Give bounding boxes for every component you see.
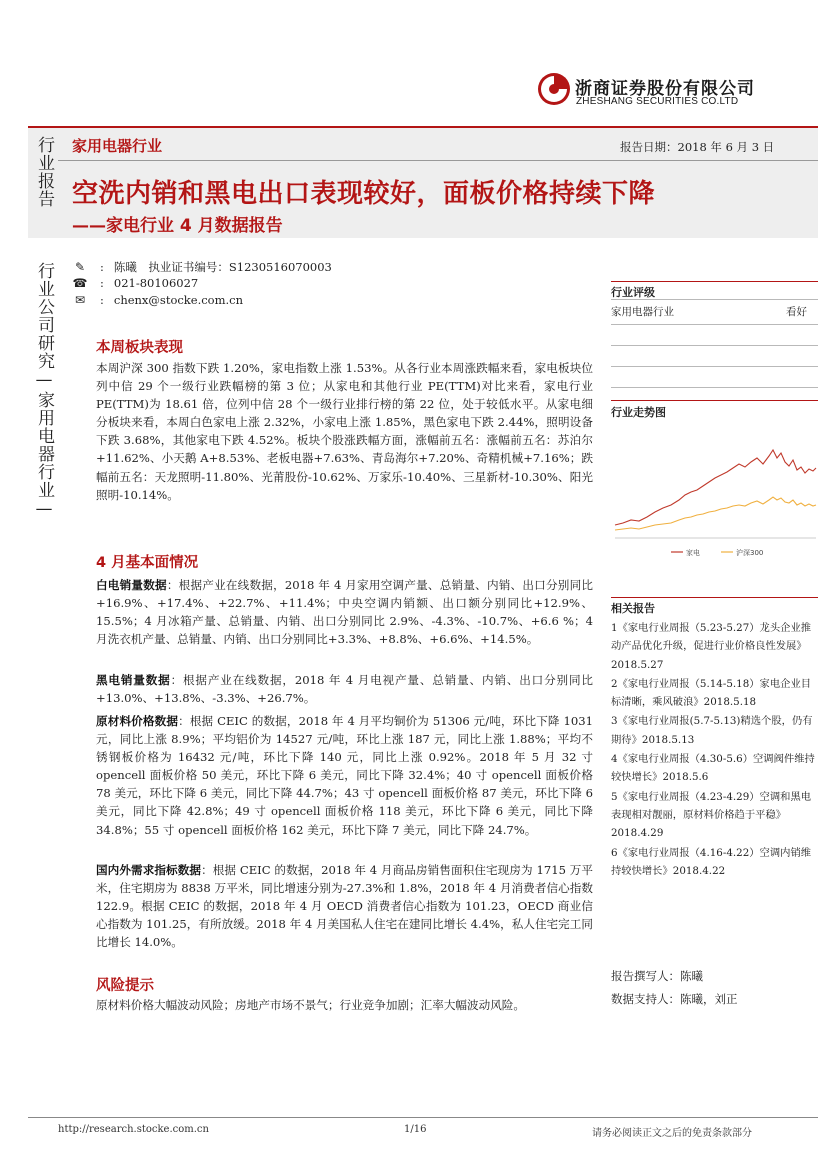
industry-trend-chart [611,420,818,560]
footer-page-number: 1/16 [404,1124,427,1135]
rating-row [611,304,807,319]
trend-top-rule [611,400,818,401]
rating-rule-2 [611,345,818,346]
email-row: ✉ : chenx@stocke.com.cn [72,293,243,307]
black-goods-text: ：根据产业在线数据，2018 年 4 月电视产量、总销量、内销、出口分别同比+13.0%、+13.8%、-3.3%、+26.7%。 [96,673,593,706]
rating-heading: 行业评级 [611,286,655,299]
risk-section-heading: 风险提示 [96,978,154,994]
rating-sector: 家用电器行业 [611,306,674,318]
white-goods-text: ：根据产业在线数据，2018 年 4 月家用空调产量、总销量、内销、出口分别同比+16.9%、+17.4%、+22.7%、+11.4%；中央空调内销额、出口额分别同比+12.9%、15.5%；4 月冰箱产量、总销量、内销、出口分别同比 2.9%、-4.3%、-10.7%、+6.6 %；4 月洗衣机产量、总销量、内销、出口分别同比+3.3%、+8.8%、+6.6%、+14.5%。 [96,578,593,647]
related-reports-list [611,619,815,881]
weekly-paragraph: 本周沪深 300 指数下跌 1.20%，家电指数上涨 1.53%。从各行业本周涨跌幅来看，家电板块位列中信 29 个一级行业跌幅榜的第 3 位；从家电和其他行业 PE(TTM)对比来看，家电行业 PE(TTM)为 18.61 倍，位列中信 28 个一级行业排行榜的第 22 位，处于较低水平。从家电细分板块来看，本周白色家电上涨 2.32%，小家电上涨 1.85%，黑色家电下跌 2.44%，照明设备下跌 3.68%，其他家电下跌 4.52%。板块个股涨跌幅方面，涨幅前五名：涨幅前五名：苏泊尔+11.62%、小天鹅 A+8.53%、老板电器+7.63%、青岛海尔+7.20%、奇精机械+7.16%；跌幅前五名：天龙照明-11.80%、光莆股份-10.62%、万家乐-10.40%、三星新材-10.30%、阳光照明-10.14%。 [96,361,593,502]
related-report-6[interactable]: 6《家电行业周报（4.16-4.22）空调内销维持较快增长》2018.4.22 [611,846,812,877]
demand-text: ：根据 CEIC 的数据，2018 年 4 月商品房销售面积住宅现房为 1715 万平米，住宅期房为 8838 万平米，同比增速分别为-27.3%和 1.8%，2018 年 4 月消费者信心指数 122.9。根据 CEIC 的数据，2018 年 4 月 OECD 消费者信心指数为 101.23，OECD 商业信心指数为 101.25，有所放缓。2018 年 4 月美国私人住宅在建同比增长 4.4%，私人住宅完工同比增长 14.0%。 [96,863,593,950]
rating-sub-rule [611,299,818,300]
demand-label: 国内外需求指标数据 [96,863,202,877]
band-divider [58,160,818,161]
side-category-label: 行业公司研究—家用电器行业— [34,262,54,520]
report-title: 空洗内销和黑电出口表现较好，面板价格持续下降 [72,179,656,209]
april-section-heading: 4 月基本面情况 [96,555,199,571]
analyst-name: 陈曦 执业证书编号：S1230516070003 [113,260,332,274]
related-report-4[interactable]: 4《家电行业周报（4.30-5.6）空调阀件维持较快增长》2018.5.6 [611,753,815,784]
rating-top-rule [611,281,818,282]
trend-heading: 行业走势图 [611,406,666,419]
report-writer: 报告撰写人：陈曦 [611,969,703,983]
phone-number: 021-80106027 [113,276,199,290]
related-heading: 相关报告 [611,602,655,615]
related-report-2[interactable]: 2《家电行业周报（5.14-5.18）家电企业目标清晰，乘风破浪》2018.5.18 [611,677,812,709]
data-supporter: 数据支持人：陈曦，刘正 [611,992,738,1006]
material-text: ：根据 CEIC 的数据，2018 年 4 月平均铜价为 51306 元/吨，环比下降 1031 元，同比上涨 8.9%；平均铝价为 14527 元/吨，环比上涨 187 元，同比上涨 1.88%；平均不锈钢板价格为 16432 元/吨，环比下降 140 元，同比上涨 0.92%。2018 年 5 月 32 寸 opencell 面板价格 50 美元，环比下降 6 美元，同比下降 32.4%；40 寸 opencell 面板价格 78 美元，环比下降 6 美元，同比下降 44.7%；43 寸 opencell 面板价格 87 美元，环比下降 6 美元，同比下降 42.8%；49 寸 opencell 面板价格 118 美元，环比下降 6 美元，同比下降 34.8%；55 寸 opencell 面板价格 162 美元，环比下降 7 美元，同比下降 24.7%。 [96,714,593,837]
footer-url[interactable]: http://research.stocke.com.cn [58,1124,209,1135]
sector-name: 家用电器行业 [72,137,163,155]
rating-rule-4 [611,387,818,388]
analyst-row: ✎ : 陈曦 执业证书编号：S1230516070003 [72,259,332,275]
related-report-3[interactable]: 3《家电行业周报(5.7-5.13)精选个股，仍有期待》2018.5.13 [611,715,813,746]
material-label: 原材料价格数据 [96,714,179,728]
demand-paragraph [96,861,593,951]
related-top-rule [611,597,818,598]
black-goods-label: 黑电销量数据 [96,673,171,687]
report-subtitle: ——家电行业 4 月数据报告 [72,216,283,236]
weekly-section-heading: 本周板块表现 [96,340,183,356]
report-date: 报告日期：2018 年 6 月 3 日 [620,140,775,154]
company-name-en: ZHESHANG SECURITIES CO.LTD [576,96,739,107]
email-address[interactable]: chenx@stocke.com.cn [113,293,244,307]
rating-rule-3 [611,366,818,367]
footer-disclaimer: 请务必阅读正文之后的免责条款部分 [592,1128,752,1139]
phone-row: ☎ : 021-80106027 [72,276,199,290]
side-tab-label: 行业报告 [34,136,54,208]
company-logo-icon [537,72,571,106]
mail-icon: ✉ [74,293,86,307]
side-tab-category [28,260,58,550]
related-report-5[interactable]: 5《家电行业周报（4.23-4.29）空调和黑电表现相对靓丽，原材料价格趋于平稳》2018.4.29 [611,790,812,840]
material-paragraph [96,712,593,839]
rating-value: 看好 [786,306,807,318]
company-name-cn: 浙商证券股份有限公司 [575,79,755,99]
white-goods-paragraph [96,576,593,648]
risk-paragraph: 原材料价格大幅波动风险；房地产市场不景气；行业竞争加剧；汇率大幅波动风险。 [96,998,525,1012]
related-report-1[interactable]: 1《家电行业周报（5.23-5.27）龙头企业推动产品优化升级，促进行业价格良性发展》2018.5.27 [611,622,812,671]
black-goods-paragraph [96,671,593,707]
legend-home-appliance: 家电 [686,549,700,557]
footer-rule [28,1117,818,1118]
side-tab-report-type [28,128,58,238]
rating-rule-1 [611,324,818,325]
phone-icon: ☎ [72,276,88,290]
pen-icon: ✎ [74,260,86,274]
white-goods-label: 白电销量数据 [96,578,167,592]
legend-csi300: 沪深300 [736,549,764,557]
